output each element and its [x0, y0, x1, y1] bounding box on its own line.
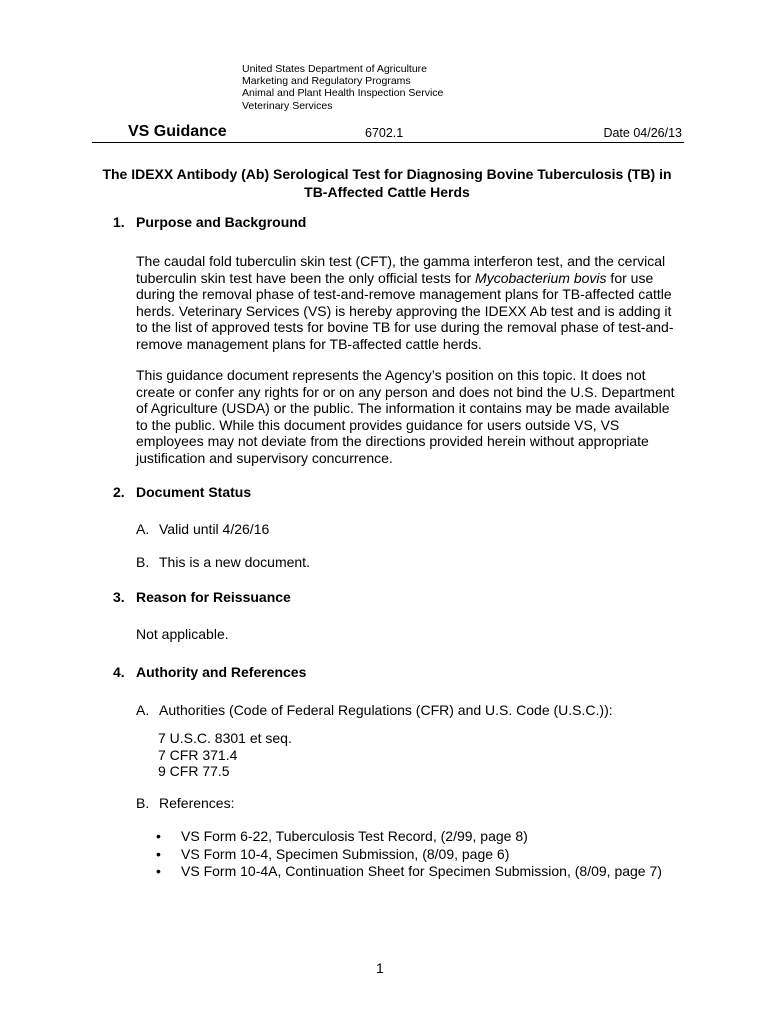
title-line-2: TB-Affected Cattle Herds [304, 184, 470, 200]
agency-line: Marketing and Regulatory Programs [242, 75, 411, 88]
text-line: This guidance document represents the Agency’s position on this topic. It does not [136, 367, 646, 383]
authority-citation: 7 CFR 371.4 [158, 746, 238, 763]
text-line: of Agriculture (USDA) or the public. The information it contains may be made available [136, 400, 670, 417]
text-line: create or confer any rights for or on any person and does not bind the U.S. Department [136, 383, 675, 400]
text-line: to the public. While this document provides guidance for users outside VS, VS [136, 416, 620, 433]
section-number: 4. [113, 664, 125, 680]
references-list [155, 828, 662, 881]
section-title: Document Status [136, 484, 252, 500]
section-title: Purpose and Background [136, 214, 307, 230]
section-title: Reason for Reissuance [136, 589, 291, 605]
text-line: herds. Veterinary Services (VS) is hereby approving the IDEXX Ab test and is adding it [136, 302, 672, 319]
reference-text: VS Form 6-22, Tuberculosis Test Record, (2/99, page 8) [181, 828, 528, 844]
status-item-a [136, 521, 269, 537]
reference-text: VS Form 10-4, Specimen Submission, (8/09, page 6) [181, 845, 510, 862]
agency-header [242, 63, 443, 112]
item-letter: B. [136, 795, 150, 811]
document-title [96, 165, 678, 201]
references-item [136, 795, 234, 811]
page-number: 1 [376, 960, 384, 976]
section-title: Authority and References [136, 664, 307, 680]
item-text: This is a new document. [159, 554, 310, 570]
authority-citation: 7 U.S.C. 8301 et seq. [158, 730, 292, 746]
bullet-icon: • [156, 863, 161, 880]
text-line: justification and supervisory concurrence. [136, 449, 393, 466]
section-heading-status [113, 484, 251, 500]
text-line: The caudal fold tuberculin skin test (CFT), the gamma interferon test, and the cervical [136, 253, 666, 269]
section-number: 3. [113, 589, 125, 605]
authorities-item [136, 702, 613, 718]
authority-citation: 9 CFR 77.5 [158, 763, 230, 780]
italic-species-name: Mycobacterium bovis [475, 269, 607, 286]
section-heading-reissuance [113, 589, 291, 605]
guidance-header-bar [92, 124, 684, 143]
bullet-icon: • [156, 845, 161, 862]
item-text: Authorities (Code of Federal Regulations (CFR) and U.S. Code (U.S.C.)): [159, 702, 613, 718]
section-number: 2. [113, 484, 125, 500]
agency-line: Veterinary Services [242, 99, 333, 112]
item-letter: B. [136, 554, 150, 570]
text-run: tuberculin skin test have been the only official tests for [136, 269, 476, 286]
text-run: for use [606, 269, 654, 286]
authorities-list [158, 730, 292, 780]
text-line: remove management plans for TB-affected cattle herds. [136, 335, 482, 352]
guidance-label: VS Guidance [128, 123, 227, 140]
guidance-paragraph [136, 367, 676, 467]
item-letter: A. [136, 702, 150, 718]
text-line [136, 270, 676, 287]
reference-item [155, 846, 662, 864]
text-line: employees may not deviate from the directions provided herein without appropriate [136, 433, 649, 450]
title-line-1: The IDEXX Antibody (Ab) Serological Test for Diagnosing Bovine Tuberculosis (TB) in [102, 166, 672, 182]
document-number: 6702.1 [365, 126, 404, 140]
item-text: References: [159, 795, 235, 811]
text-line: during the removal phase of test-and-remove management plans for TB-affected cattle [136, 286, 672, 303]
reference-text: VS Form 10-4A, Continuation Sheet for Specimen Submission, (8/09, page 7) [181, 863, 662, 880]
section-heading-authority [113, 664, 306, 680]
status-item-b [136, 554, 310, 570]
document-date: Date 04/26/13 [603, 126, 682, 140]
item-text: Valid until 4/26/16 [159, 521, 270, 537]
section-heading-purpose [113, 214, 306, 230]
section-number: 1. [113, 214, 125, 230]
item-letter: A. [136, 521, 150, 537]
agency-line: United States Department of Agriculture [242, 63, 428, 75]
bullet-icon: • [156, 828, 161, 844]
agency-line: Animal and Plant Health Inspection Service [242, 87, 444, 100]
text-line: to the list of approved tests for bovine TB for use during the removal phase of test-and- [136, 319, 674, 336]
reference-item [155, 863, 662, 881]
reissuance-text: Not applicable. [136, 626, 229, 642]
purpose-paragraph [136, 253, 676, 353]
reference-item [155, 828, 662, 846]
